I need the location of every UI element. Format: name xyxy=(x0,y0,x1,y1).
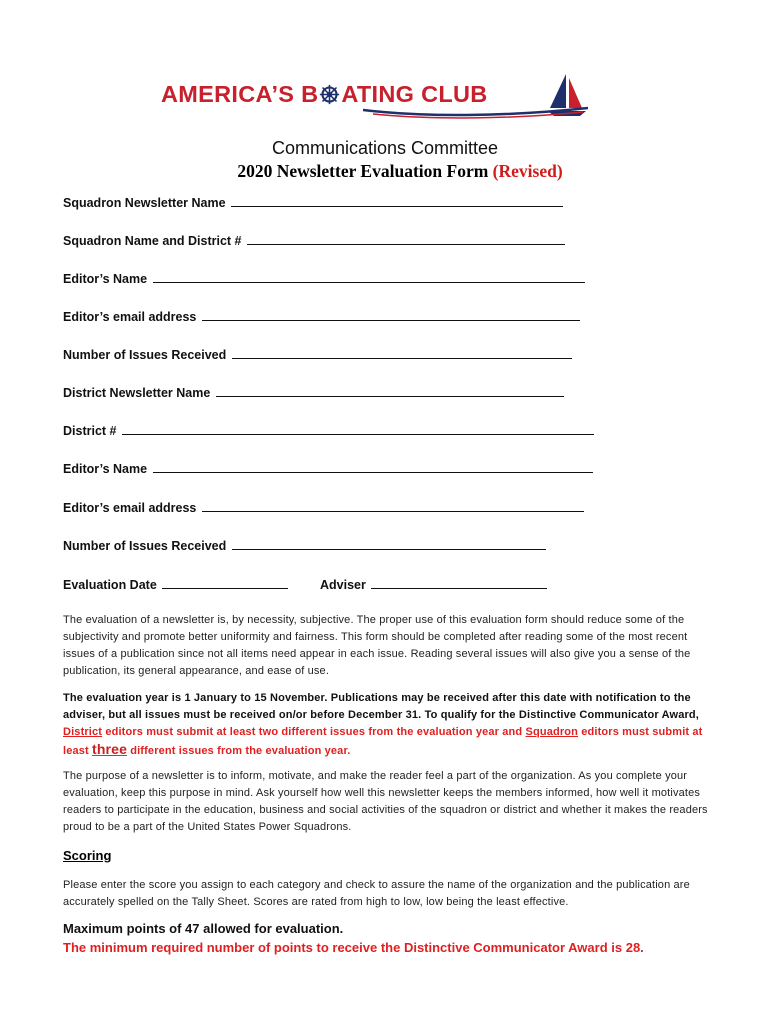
intro-paragraph: The evaluation of a newsletter is, by necessity, subjective. The proper use of this evaluation form should reduce some of the subjectivity and promote better uniformity and fairness. This form should be completed after reading some of the most recent issues of a publication since not all items need appear in each issue. Reading several issues will also give you a sense of the publication, its general appearance, and ease of use. xyxy=(63,614,691,677)
field-label: Editor’s email address xyxy=(63,310,197,324)
district-number-field[interactable] xyxy=(63,423,594,438)
squadron-issues-received-field[interactable] xyxy=(63,347,572,362)
evaluation-year-text: The evaluation year is 1 January to 15 November. Publications may be received after this date with notification to the adviser, but all issues must be received on/or before December 31. To qualify for the Distinctive Communicator Award, xyxy=(63,692,699,721)
field-label: Editor’s email address xyxy=(63,501,197,515)
min-points-note: The minimum required number of points to receive the Distinctive Communicator Award is 28. xyxy=(63,940,644,955)
blank-line[interactable] xyxy=(202,500,584,512)
scoring-paragraph: Please enter the score you assign to each category and check to assure the name of the organization and the publication are accurately spelled on the Tally Sheet. Scores are rated from high to low, low being the least effective. xyxy=(63,879,690,908)
committee-title: Communications Committee xyxy=(271,138,499,158)
field-label: Evaluation Date xyxy=(63,578,157,592)
scoring-heading: Scoring xyxy=(63,848,112,863)
blank-line[interactable] xyxy=(232,538,546,550)
blank-line[interactable] xyxy=(153,271,585,283)
district-requirement-text: editors must submit at least two different issues from the evaluation year and xyxy=(102,726,526,738)
three-word: three xyxy=(92,741,128,757)
field-label: Editor’s Name xyxy=(63,462,148,476)
squadron-newsletter-name-field[interactable] xyxy=(63,195,563,210)
squadron-name-district-field[interactable] xyxy=(63,233,565,248)
blank-line[interactable] xyxy=(153,461,593,473)
form-title xyxy=(0,161,770,182)
district-issues-received-field[interactable] xyxy=(63,538,546,553)
purpose-paragraph: The purpose of a newsletter is to inform, motivate, and make the reader feel a part of the organization. As you complete your evaluation, keep this purpose in mind. Ask yourself how well this newsletter keeps the members informed, how well it motivates readers to participate in the education, business and social activities of the squadron or district and whether it makes the readers proud to be a part of the United States Power Squadrons. xyxy=(63,770,708,833)
field-label: District # xyxy=(63,424,117,438)
ship-wheel-icon xyxy=(319,84,340,105)
field-label: Number of Issues Received xyxy=(63,539,227,553)
logo-text-before: AMERICA’S B xyxy=(161,81,319,107)
blank-line[interactable] xyxy=(216,385,564,397)
field-label: Squadron Name and District # xyxy=(63,234,242,248)
wave-swoosh-icon xyxy=(363,104,588,120)
adviser-field[interactable] xyxy=(320,577,547,592)
max-points-note: Maximum points of 47 allowed for evaluation. xyxy=(63,921,344,936)
blank-line[interactable] xyxy=(371,577,547,589)
field-label: Adviser xyxy=(320,578,366,592)
blank-line[interactable] xyxy=(232,347,572,359)
form-title-text: 2020 Newsletter Evaluation Form xyxy=(237,161,489,181)
district-editor-name-field[interactable] xyxy=(63,461,593,476)
field-label: Squadron Newsletter Name xyxy=(63,196,226,210)
district-word: District xyxy=(63,726,103,738)
field-label: Number of Issues Received xyxy=(63,348,227,362)
blank-line[interactable] xyxy=(231,195,563,207)
squadron-word: Squadron xyxy=(525,726,579,738)
blank-line[interactable] xyxy=(202,309,580,321)
logo-text-after: ATING CLUB xyxy=(341,81,488,107)
evaluation-year-paragraph xyxy=(63,690,713,760)
squadron-editor-email-field[interactable] xyxy=(63,309,580,324)
americas-boating-club-logo xyxy=(158,72,588,122)
district-editor-email-field[interactable] xyxy=(63,500,584,515)
squadron-requirement-text: editors must submit at least xyxy=(63,726,703,757)
evaluation-date-field[interactable] xyxy=(63,577,288,592)
blank-line[interactable] xyxy=(162,577,288,589)
field-label: District Newsletter Name xyxy=(63,386,211,400)
squadron-editor-name-field[interactable] xyxy=(63,271,585,286)
field-label: Editor’s Name xyxy=(63,272,148,286)
requirement-end-text: different issues from the evaluation year. xyxy=(127,745,351,757)
revised-label: (Revised) xyxy=(492,161,563,181)
blank-line[interactable] xyxy=(122,423,594,435)
blank-line[interactable] xyxy=(247,233,565,245)
district-newsletter-name-field[interactable] xyxy=(63,385,564,400)
